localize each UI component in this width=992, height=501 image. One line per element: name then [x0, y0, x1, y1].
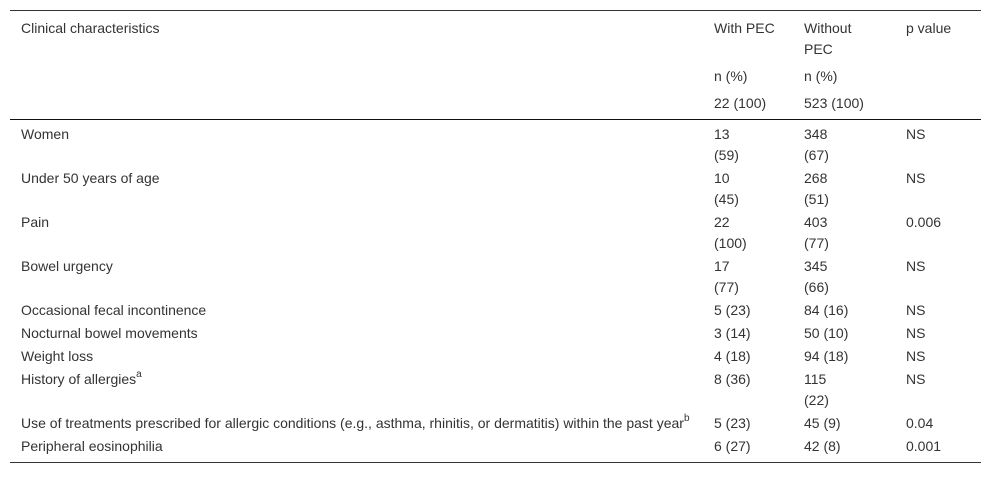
cell-with-pec-count: 5 (23) [714, 415, 751, 431]
cell-without-pec [793, 299, 895, 322]
header-p-value: p value [895, 11, 981, 64]
row-label [10, 167, 703, 211]
cell-with-pec [703, 345, 793, 368]
cell-with-pec [703, 412, 793, 435]
cell-without-pec-count: 115 [804, 371, 827, 387]
header-characteristic: Clinical characteristics [10, 11, 703, 64]
cell-with-pec [703, 211, 793, 255]
header-total-with: 22 (100) [703, 90, 793, 120]
cell-with-pec-count: 13 [714, 126, 730, 142]
row-label-text: Women [21, 126, 69, 142]
row-label [10, 322, 703, 345]
cell-p-value: NS [906, 258, 926, 274]
row-label [10, 120, 703, 168]
cell-without-pec-percent: (51) [804, 191, 829, 207]
cell-with-pec-percent: (77) [714, 279, 739, 295]
table-row [10, 345, 981, 368]
row-label [10, 345, 703, 368]
table-row [10, 322, 981, 345]
cell-with-pec-percent: (45) [714, 191, 739, 207]
cell-with-pec [703, 255, 793, 299]
cell-without-pec [793, 211, 895, 255]
footnote-marker: b [683, 413, 690, 425]
cell-with-pec [703, 299, 793, 322]
cell-without-pec [793, 255, 895, 299]
table-header [10, 11, 981, 120]
clinical-characteristics-table-container [10, 10, 981, 463]
table-row [10, 167, 981, 211]
row-label [10, 368, 703, 412]
row-label-text: Peripheral eosinophilia [21, 438, 163, 454]
row-label-text: History of allergies [21, 371, 137, 387]
cell-without-pec-count: 45 (9) [804, 415, 841, 431]
cell-p-value: NS [906, 348, 926, 364]
cell-with-pec [703, 167, 793, 211]
cell-with-pec [703, 322, 793, 345]
cell-with-pec-percent: (59) [714, 147, 739, 163]
cell-without-pec-percent: (67) [804, 147, 829, 163]
cell-with-pec-count: 10 [714, 170, 730, 186]
cell-with-pec [703, 368, 793, 412]
cell-without-pec-count: 348 [804, 126, 828, 142]
header-total-without: 523 (100) [793, 90, 895, 120]
table-row [10, 211, 981, 255]
table-row [10, 255, 981, 299]
cell-with-pec [703, 120, 793, 168]
header-without-pec: Without PEC [793, 11, 895, 64]
row-label [10, 211, 703, 255]
cell-p-value: NS [906, 325, 926, 341]
cell-p-value: NS [906, 371, 926, 387]
cell-p-value: NS [906, 126, 926, 142]
cell-without-pec [793, 435, 895, 463]
cell-without-pec-count: 94 (18) [804, 348, 849, 364]
table-row [10, 299, 981, 322]
cell-p-value: 0.001 [895, 435, 981, 463]
cell-without-pec-percent: (77) [804, 235, 829, 251]
clinical-characteristics-table [10, 10, 981, 463]
cell-without-pec-count: 403 [804, 214, 828, 230]
row-label-text: Nocturnal bowel movements [21, 325, 198, 341]
cell-without-pec-percent: (22) [804, 392, 829, 408]
table-row [10, 120, 981, 168]
header-unit-without: n (%) [804, 68, 838, 84]
cell-with-pec-percent: (100) [714, 235, 747, 251]
cell-without-pec-count: 345 [804, 258, 828, 274]
cell-without-pec [793, 412, 895, 435]
table-row [10, 368, 981, 412]
row-label-text: Weight loss [21, 348, 94, 364]
table-body [10, 120, 981, 463]
cell-with-pec-count: 22 [714, 214, 730, 230]
cell-with-pec-count: 8 (36) [714, 371, 751, 387]
row-label [10, 435, 703, 463]
footnote-marker: a [136, 369, 142, 381]
cell-with-pec-count: 17 [714, 258, 730, 274]
cell-without-pec [793, 345, 895, 368]
cell-without-pec-count: 42 (8) [804, 438, 841, 454]
cell-without-pec [793, 167, 895, 211]
table-row [10, 435, 981, 463]
row-label [10, 255, 703, 299]
row-label-text: Occasional fecal incontinence [21, 302, 207, 318]
header-row [10, 11, 981, 64]
row-label-text: Pain [21, 214, 50, 230]
header-unit-with: n (%) [714, 68, 748, 84]
row-label-text: Under 50 years of age [21, 170, 160, 186]
header-total-row [10, 90, 981, 120]
cell-p-value: NS [906, 302, 926, 318]
cell-without-pec-count: 84 (16) [804, 302, 849, 318]
header-with-pec: With PEC [703, 11, 793, 64]
row-label-text: Use of treatments prescribed for allergic conditions (e.g., asthma, rhinitis, or dermatitis) within the past year [21, 415, 684, 431]
table-row [10, 412, 981, 435]
cell-without-pec-count: 268 [804, 170, 828, 186]
cell-p-value: 0.006 [906, 214, 942, 230]
cell-with-pec-count: 6 (27) [714, 438, 751, 454]
cell-without-pec-percent: (66) [804, 279, 829, 295]
cell-p-value: 0.04 [906, 415, 934, 431]
row-label [10, 299, 703, 322]
cell-with-pec-count: 4 (18) [714, 348, 751, 364]
cell-with-pec [703, 435, 793, 463]
cell-with-pec-count: 3 (14) [714, 325, 751, 341]
header-unit-row [10, 63, 981, 90]
row-label-text: Bowel urgency [21, 258, 113, 274]
cell-p-value: NS [906, 170, 926, 186]
cell-with-pec-count: 5 (23) [714, 302, 751, 318]
cell-without-pec [793, 120, 895, 168]
cell-without-pec-count: 50 (10) [804, 325, 849, 341]
row-label [10, 412, 703, 435]
cell-without-pec [793, 368, 895, 412]
cell-without-pec [793, 322, 895, 345]
